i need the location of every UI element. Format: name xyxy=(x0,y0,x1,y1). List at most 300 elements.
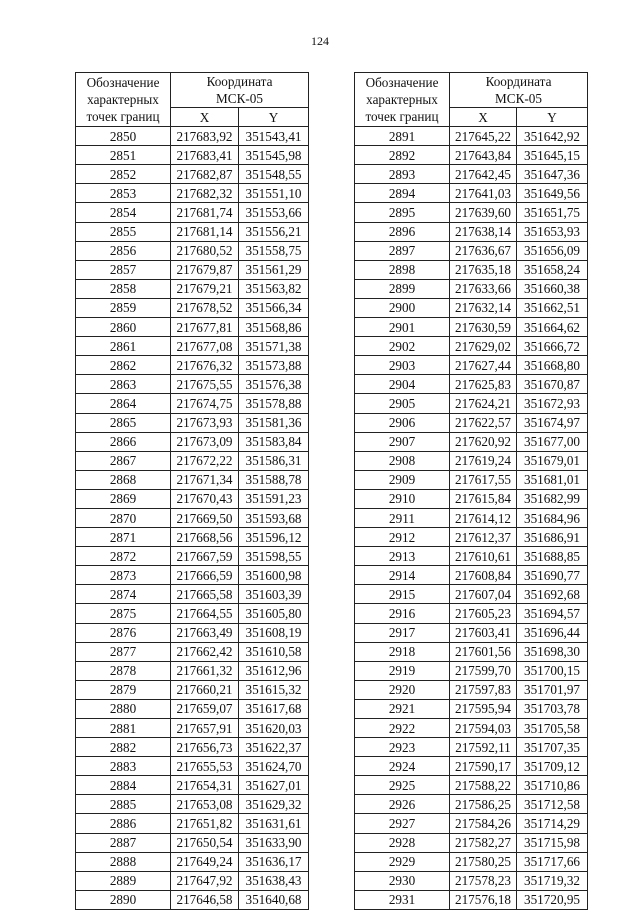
point-number-cell: 2930 xyxy=(355,871,450,890)
table-row xyxy=(76,547,309,566)
y-coordinate-cell: 351664,62 xyxy=(517,318,588,337)
y-coordinate-cell: 351568,86 xyxy=(239,318,309,337)
table-row xyxy=(355,680,588,699)
x-coordinate-cell: 217662,42 xyxy=(171,642,239,661)
point-number-cell: 2892 xyxy=(355,146,450,165)
y-coordinate-cell: 351656,09 xyxy=(517,241,588,260)
table-row xyxy=(355,222,588,241)
header-line: точек границ xyxy=(86,109,160,125)
point-number-cell: 2916 xyxy=(355,604,450,623)
table-row xyxy=(76,222,309,241)
x-coordinate-cell: 217612,37 xyxy=(450,528,517,547)
point-number-cell: 2926 xyxy=(355,795,450,814)
point-number-cell: 2905 xyxy=(355,394,450,413)
point-number-cell: 2851 xyxy=(76,146,171,165)
y-coordinate-cell: 351615,32 xyxy=(239,680,309,699)
x-coordinate-cell: 217673,93 xyxy=(171,413,239,432)
x-coordinate-cell: 217582,27 xyxy=(450,833,517,852)
x-coordinate-cell: 217597,83 xyxy=(450,680,517,699)
table-row xyxy=(355,451,588,470)
y-coordinate-cell: 351622,37 xyxy=(239,738,309,757)
table-row xyxy=(355,279,588,298)
y-coordinate-cell: 351573,88 xyxy=(239,356,309,375)
table-row xyxy=(355,318,588,337)
x-coordinate-cell: 217677,08 xyxy=(171,337,239,356)
x-coordinate-cell: 217615,84 xyxy=(450,489,517,508)
table-row xyxy=(355,642,588,661)
table-row xyxy=(355,375,588,394)
point-number-cell: 2890 xyxy=(76,890,171,909)
point-number-cell: 2910 xyxy=(355,489,450,508)
x-coordinate-cell: 217654,31 xyxy=(171,776,239,795)
x-coordinate-cell: 217588,22 xyxy=(450,776,517,795)
y-column-header: Y xyxy=(517,108,588,127)
y-coordinate-cell: 351596,12 xyxy=(239,528,309,547)
point-number-cell: 2867 xyxy=(76,451,171,470)
y-coordinate-cell: 351694,57 xyxy=(517,604,588,623)
x-coordinate-cell: 217675,55 xyxy=(171,375,239,394)
y-coordinate-cell: 351631,61 xyxy=(239,814,309,833)
header-line: характерных xyxy=(87,92,159,108)
point-number-cell: 2897 xyxy=(355,241,450,260)
x-coordinate-cell: 217635,18 xyxy=(450,260,517,279)
table-row xyxy=(355,356,588,375)
x-coordinate-cell: 217667,59 xyxy=(171,547,239,566)
header-line: МСК-05 xyxy=(495,91,542,106)
y-coordinate-cell: 351719,32 xyxy=(517,871,588,890)
table-row xyxy=(355,776,588,795)
point-number-cell: 2875 xyxy=(76,604,171,623)
x-coordinate-cell: 217646,58 xyxy=(171,890,239,909)
table-row xyxy=(76,375,309,394)
y-coordinate-cell: 351612,96 xyxy=(239,661,309,680)
point-number-cell: 2871 xyxy=(76,528,171,547)
point-number-cell: 2909 xyxy=(355,470,450,489)
x-coordinate-cell: 217643,84 xyxy=(450,146,517,165)
x-coordinate-cell: 217619,24 xyxy=(450,451,517,470)
table-row xyxy=(76,356,309,375)
x-coordinate-cell: 217599,70 xyxy=(450,661,517,680)
table-row xyxy=(76,241,309,260)
table-row xyxy=(76,127,309,146)
table-row xyxy=(355,547,588,566)
x-coordinate-cell: 217605,23 xyxy=(450,604,517,623)
x-coordinate-cell: 217665,58 xyxy=(171,585,239,604)
point-number-cell: 2899 xyxy=(355,279,450,298)
point-number-cell: 2861 xyxy=(76,337,171,356)
table-row xyxy=(76,432,309,451)
table-row xyxy=(76,528,309,547)
page-number: 124 xyxy=(311,34,329,48)
y-coordinate-cell: 351662,51 xyxy=(517,298,588,317)
table-row xyxy=(355,146,588,165)
point-number-cell: 2880 xyxy=(76,699,171,718)
x-coordinate-cell: 217668,56 xyxy=(171,528,239,547)
point-number-cell: 2917 xyxy=(355,623,450,642)
header-line: Обозначение xyxy=(365,75,439,91)
x-coordinate-cell: 217586,25 xyxy=(450,795,517,814)
point-number-cell: 2873 xyxy=(76,566,171,585)
y-column-header: Y xyxy=(239,108,309,127)
y-coordinate-cell: 351681,01 xyxy=(517,470,588,489)
y-coordinate-cell: 351682,99 xyxy=(517,489,588,508)
y-coordinate-cell: 351620,03 xyxy=(239,719,309,738)
y-coordinate-cell: 351709,12 xyxy=(517,757,588,776)
x-coordinate-cell: 217650,54 xyxy=(171,833,239,852)
x-coordinate-cell: 217655,53 xyxy=(171,757,239,776)
x-coordinate-cell: 217647,92 xyxy=(171,871,239,890)
x-coordinate-cell: 217671,34 xyxy=(171,470,239,489)
y-coordinate-cell: 351658,24 xyxy=(517,260,588,279)
y-coordinate-cell: 351598,55 xyxy=(239,547,309,566)
table-row xyxy=(76,680,309,699)
x-coordinate-cell: 217608,84 xyxy=(450,566,517,585)
x-coordinate-cell: 217683,41 xyxy=(171,146,239,165)
y-coordinate-cell: 351553,66 xyxy=(239,203,309,222)
x-coordinate-cell: 217651,82 xyxy=(171,814,239,833)
table-row xyxy=(76,699,309,718)
x-coordinate-cell: 217617,55 xyxy=(450,470,517,489)
y-coordinate-cell: 351561,29 xyxy=(239,260,309,279)
table-row xyxy=(76,757,309,776)
point-number-cell: 2850 xyxy=(76,127,171,146)
header-line: МСК-05 xyxy=(216,91,263,106)
y-coordinate-cell: 351627,01 xyxy=(239,776,309,795)
y-coordinate-cell: 351660,38 xyxy=(517,279,588,298)
x-coordinate-cell: 217672,22 xyxy=(171,451,239,470)
x-coordinate-cell: 217633,66 xyxy=(450,279,517,298)
point-number-cell: 2872 xyxy=(76,547,171,566)
table-row xyxy=(355,241,588,260)
y-coordinate-cell: 351583,84 xyxy=(239,432,309,451)
table-row xyxy=(355,413,588,432)
x-coordinate-cell: 217657,91 xyxy=(171,719,239,738)
x-coordinate-cell: 217678,52 xyxy=(171,298,239,317)
point-number-cell: 2882 xyxy=(76,738,171,757)
x-coordinate-cell: 217576,18 xyxy=(450,890,517,909)
x-coordinate-cell: 217660,21 xyxy=(171,680,239,699)
x-coordinate-cell: 217629,02 xyxy=(450,337,517,356)
point-number-cell: 2929 xyxy=(355,852,450,871)
table-row xyxy=(355,184,588,203)
x-coordinate-cell: 217676,32 xyxy=(171,356,239,375)
table-row xyxy=(355,890,588,909)
x-coordinate-cell: 217679,21 xyxy=(171,279,239,298)
point-number-cell: 2900 xyxy=(355,298,450,317)
point-number-cell: 2855 xyxy=(76,222,171,241)
table-row xyxy=(76,394,309,413)
y-coordinate-cell: 351624,70 xyxy=(239,757,309,776)
point-number-cell: 2862 xyxy=(76,356,171,375)
x-coordinate-cell: 217656,73 xyxy=(171,738,239,757)
y-coordinate-cell: 351720,95 xyxy=(517,890,588,909)
table-row xyxy=(355,470,588,489)
table-row xyxy=(76,470,309,489)
point-number-cell: 2906 xyxy=(355,413,450,432)
point-number-cell: 2876 xyxy=(76,623,171,642)
x-coordinate-cell: 217630,59 xyxy=(450,318,517,337)
table-row xyxy=(76,413,309,432)
y-coordinate-cell: 351566,34 xyxy=(239,298,309,317)
y-coordinate-cell: 351642,92 xyxy=(517,127,588,146)
point-number-cell: 2893 xyxy=(355,165,450,184)
point-number-cell: 2901 xyxy=(355,318,450,337)
y-coordinate-cell: 351653,93 xyxy=(517,222,588,241)
y-coordinate-cell: 351647,36 xyxy=(517,165,588,184)
table-row xyxy=(355,604,588,623)
point-number-cell: 2864 xyxy=(76,394,171,413)
x-coordinate-cell: 217659,07 xyxy=(171,699,239,718)
table-row xyxy=(76,298,309,317)
table-row xyxy=(76,318,309,337)
point-number-cell: 2907 xyxy=(355,432,450,451)
x-coordinate-cell: 217653,08 xyxy=(171,795,239,814)
point-number-cell: 2927 xyxy=(355,814,450,833)
table-row xyxy=(355,203,588,222)
point-number-cell: 2857 xyxy=(76,260,171,279)
x-coordinate-cell: 217622,57 xyxy=(450,413,517,432)
header-line: Координата xyxy=(206,74,273,89)
x-coordinate-cell: 217601,56 xyxy=(450,642,517,661)
table-row xyxy=(355,508,588,527)
point-number-cell: 2870 xyxy=(76,508,171,527)
point-number-cell: 2879 xyxy=(76,680,171,699)
point-number-cell: 2903 xyxy=(355,356,450,375)
y-coordinate-cell: 351591,23 xyxy=(239,489,309,508)
x-coordinate-cell: 217681,14 xyxy=(171,222,239,241)
point-number-cell: 2925 xyxy=(355,776,450,795)
point-number-cell: 2894 xyxy=(355,184,450,203)
y-coordinate-cell: 351633,90 xyxy=(239,833,309,852)
table-row xyxy=(355,165,588,184)
x-coordinate-cell: 217627,44 xyxy=(450,356,517,375)
y-coordinate-cell: 351712,58 xyxy=(517,795,588,814)
point-number-cell: 2908 xyxy=(355,451,450,470)
point-number-cell: 2891 xyxy=(355,127,450,146)
x-coordinate-cell: 217639,60 xyxy=(450,203,517,222)
point-number-cell: 2921 xyxy=(355,699,450,718)
point-number-cell: 2920 xyxy=(355,680,450,699)
table-row xyxy=(76,623,309,642)
point-number-cell: 2898 xyxy=(355,260,450,279)
y-coordinate-cell: 351674,97 xyxy=(517,413,588,432)
point-number-cell: 2874 xyxy=(76,585,171,604)
point-number-cell: 2853 xyxy=(76,184,171,203)
y-coordinate-cell: 351668,80 xyxy=(517,356,588,375)
coordinate-system-header xyxy=(450,73,588,108)
x-coordinate-cell: 217682,32 xyxy=(171,184,239,203)
table-row xyxy=(76,776,309,795)
x-coordinate-cell: 217614,12 xyxy=(450,508,517,527)
point-number-cell: 2919 xyxy=(355,661,450,680)
x-coordinate-cell: 217624,21 xyxy=(450,394,517,413)
x-coordinate-cell: 217681,74 xyxy=(171,203,239,222)
table-row xyxy=(355,871,588,890)
point-number-cell: 2883 xyxy=(76,757,171,776)
x-coordinate-cell: 217673,09 xyxy=(171,432,239,451)
point-number-cell: 2865 xyxy=(76,413,171,432)
y-coordinate-cell: 351670,87 xyxy=(517,375,588,394)
x-coordinate-cell: 217661,32 xyxy=(171,661,239,680)
table-row xyxy=(76,852,309,871)
y-coordinate-cell: 351576,38 xyxy=(239,375,309,394)
y-coordinate-cell: 351545,98 xyxy=(239,146,309,165)
x-coordinate-cell: 217594,03 xyxy=(450,719,517,738)
table-row xyxy=(355,260,588,279)
table-row xyxy=(76,203,309,222)
y-coordinate-cell: 351679,01 xyxy=(517,451,588,470)
y-coordinate-cell: 351586,31 xyxy=(239,451,309,470)
table-row xyxy=(76,165,309,184)
y-coordinate-cell: 351707,35 xyxy=(517,738,588,757)
x-coordinate-cell: 217595,94 xyxy=(450,699,517,718)
x-coordinate-cell: 217641,03 xyxy=(450,184,517,203)
point-number-cell: 2918 xyxy=(355,642,450,661)
x-coordinate-cell: 217664,55 xyxy=(171,604,239,623)
table-row xyxy=(76,585,309,604)
coordinate-system-header xyxy=(171,73,309,108)
x-coordinate-cell: 217645,22 xyxy=(450,127,517,146)
x-coordinate-cell: 217679,87 xyxy=(171,260,239,279)
y-coordinate-cell: 351700,15 xyxy=(517,661,588,680)
point-number-cell: 2886 xyxy=(76,814,171,833)
x-coordinate-cell: 217580,25 xyxy=(450,852,517,871)
table-row xyxy=(76,184,309,203)
table-row xyxy=(76,260,309,279)
x-coordinate-cell: 217632,14 xyxy=(450,298,517,317)
table-row xyxy=(355,623,588,642)
x-coordinate-cell: 217590,17 xyxy=(450,757,517,776)
point-number-cell: 2904 xyxy=(355,375,450,394)
point-designation-header xyxy=(355,73,450,127)
table-row xyxy=(355,298,588,317)
x-coordinate-cell: 217638,14 xyxy=(450,222,517,241)
y-coordinate-cell: 351578,88 xyxy=(239,394,309,413)
point-number-cell: 2856 xyxy=(76,241,171,260)
y-coordinate-cell: 351688,85 xyxy=(517,547,588,566)
x-coordinate-cell: 217649,24 xyxy=(171,852,239,871)
point-number-cell: 2902 xyxy=(355,337,450,356)
x-coordinate-cell: 217669,50 xyxy=(171,508,239,527)
x-coordinate-cell: 217680,52 xyxy=(171,241,239,260)
x-coordinate-cell: 217683,92 xyxy=(171,127,239,146)
table-row xyxy=(76,508,309,527)
table-row xyxy=(355,814,588,833)
y-coordinate-cell: 351649,56 xyxy=(517,184,588,203)
x-coordinate-cell: 217610,61 xyxy=(450,547,517,566)
coordinates-table-left xyxy=(75,72,309,910)
table-row xyxy=(76,604,309,623)
coordinates-table-right xyxy=(354,72,588,910)
table-row xyxy=(76,642,309,661)
x-coordinate-cell: 217607,04 xyxy=(450,585,517,604)
x-coordinate-cell: 217663,49 xyxy=(171,623,239,642)
point-number-cell: 2869 xyxy=(76,489,171,508)
point-number-cell: 2887 xyxy=(76,833,171,852)
header-line: Координата xyxy=(485,74,552,89)
y-coordinate-cell: 351715,98 xyxy=(517,833,588,852)
y-coordinate-cell: 351703,78 xyxy=(517,699,588,718)
point-number-cell: 2858 xyxy=(76,279,171,298)
x-coordinate-cell: 217636,67 xyxy=(450,241,517,260)
table-row xyxy=(355,394,588,413)
y-coordinate-cell: 351543,41 xyxy=(239,127,309,146)
y-coordinate-cell: 351548,55 xyxy=(239,165,309,184)
x-column-header: X xyxy=(171,108,239,127)
table-row xyxy=(355,757,588,776)
y-coordinate-cell: 351603,39 xyxy=(239,585,309,604)
x-coordinate-cell: 217642,45 xyxy=(450,165,517,184)
header-line: Обозначение xyxy=(86,75,160,91)
point-number-cell: 2896 xyxy=(355,222,450,241)
table-row xyxy=(76,871,309,890)
table-row xyxy=(76,814,309,833)
table-row xyxy=(355,661,588,680)
y-coordinate-cell: 351617,68 xyxy=(239,699,309,718)
point-number-cell: 2866 xyxy=(76,432,171,451)
x-coordinate-cell: 217584,26 xyxy=(450,814,517,833)
point-number-cell: 2913 xyxy=(355,547,450,566)
header-line: точек границ xyxy=(365,109,439,125)
y-coordinate-cell: 351690,77 xyxy=(517,566,588,585)
y-coordinate-cell: 351563,82 xyxy=(239,279,309,298)
y-coordinate-cell: 351710,86 xyxy=(517,776,588,795)
y-coordinate-cell: 351666,72 xyxy=(517,337,588,356)
x-coordinate-cell: 217682,87 xyxy=(171,165,239,184)
point-designation-header xyxy=(76,73,171,127)
point-number-cell: 2911 xyxy=(355,508,450,527)
y-coordinate-cell: 351714,29 xyxy=(517,814,588,833)
table-row xyxy=(355,127,588,146)
x-column-header: X xyxy=(450,108,517,127)
y-coordinate-cell: 351701,97 xyxy=(517,680,588,699)
point-number-cell: 2878 xyxy=(76,661,171,680)
table-row xyxy=(76,489,309,508)
table-row xyxy=(355,585,588,604)
table-row xyxy=(355,432,588,451)
table-row xyxy=(355,795,588,814)
table-row xyxy=(355,719,588,738)
y-coordinate-cell: 351645,15 xyxy=(517,146,588,165)
table-row xyxy=(76,451,309,470)
table-row xyxy=(76,279,309,298)
table-row xyxy=(76,890,309,909)
y-coordinate-cell: 351605,80 xyxy=(239,604,309,623)
table-row xyxy=(76,833,309,852)
y-coordinate-cell: 351677,00 xyxy=(517,432,588,451)
table-row xyxy=(355,699,588,718)
point-number-cell: 2923 xyxy=(355,738,450,757)
point-number-cell: 2931 xyxy=(355,890,450,909)
table-row xyxy=(355,833,588,852)
point-number-cell: 2859 xyxy=(76,298,171,317)
point-number-cell: 2868 xyxy=(76,470,171,489)
y-coordinate-cell: 351640,68 xyxy=(239,890,309,909)
y-coordinate-cell: 351686,91 xyxy=(517,528,588,547)
point-number-cell: 2924 xyxy=(355,757,450,776)
point-number-cell: 2881 xyxy=(76,719,171,738)
x-coordinate-cell: 217625,83 xyxy=(450,375,517,394)
table-row xyxy=(76,719,309,738)
y-coordinate-cell: 351558,75 xyxy=(239,241,309,260)
y-coordinate-cell: 351593,68 xyxy=(239,508,309,527)
y-coordinate-cell: 351610,58 xyxy=(239,642,309,661)
table-row xyxy=(355,528,588,547)
table-row xyxy=(76,146,309,165)
y-coordinate-cell: 351684,96 xyxy=(517,508,588,527)
table-row xyxy=(76,738,309,757)
point-number-cell: 2915 xyxy=(355,585,450,604)
